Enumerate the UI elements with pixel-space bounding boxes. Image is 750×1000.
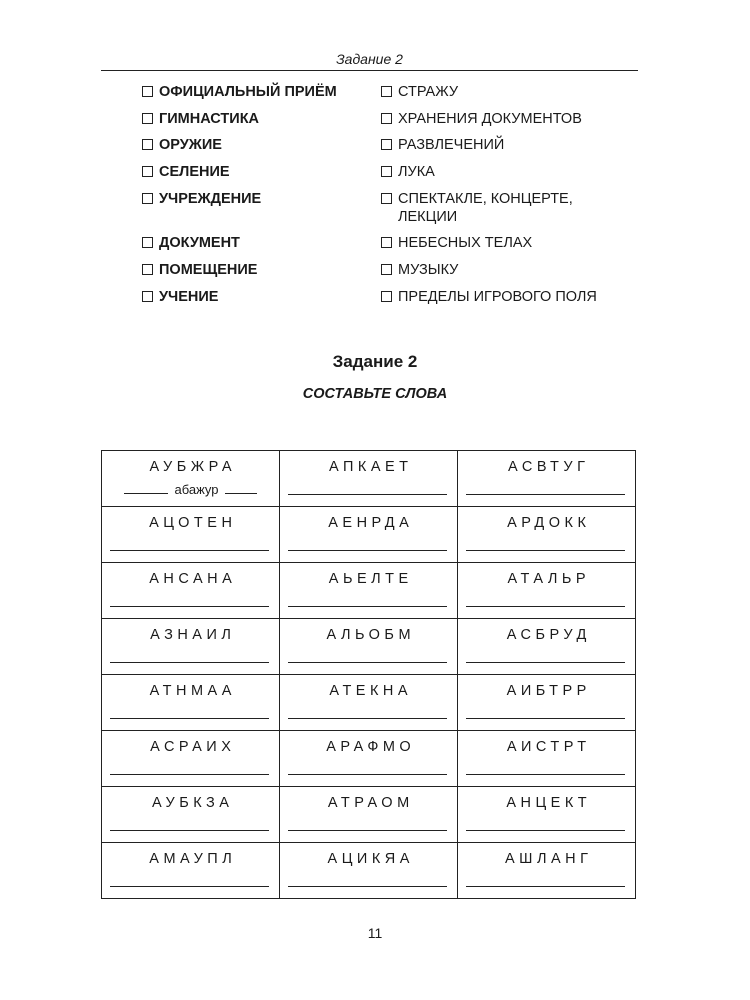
- answer-line[interactable]: [288, 774, 447, 775]
- scrambled-letters: АСРАИХ: [150, 739, 236, 755]
- checkbox[interactable]: [142, 113, 153, 124]
- scrambled-letters: АСВТУГ: [508, 459, 590, 475]
- match-item[interactable]: [381, 288, 641, 306]
- scrambled-letters: АТРАОМ: [327, 795, 414, 811]
- match-item[interactable]: [381, 110, 641, 128]
- example-word: абажур: [174, 482, 219, 497]
- answer-line[interactable]: [466, 606, 625, 607]
- answer-line[interactable]: [288, 662, 447, 663]
- checkbox[interactable]: [142, 139, 153, 150]
- match-item-label: ОФИЦИАЛЬНЫЙ ПРИЁМ: [159, 84, 337, 100]
- scrambled-letters: АЬЕЛТЕ: [328, 571, 413, 587]
- match-item[interactable]: [142, 234, 372, 252]
- puzzle-cell: [102, 787, 280, 843]
- answer-line: [225, 493, 257, 494]
- answer-line[interactable]: [288, 718, 447, 719]
- puzzle-cell: [458, 507, 636, 563]
- puzzle-cell: [280, 731, 458, 787]
- checkbox[interactable]: [142, 86, 153, 97]
- match-item-label: СЕЛЕНИЕ: [159, 164, 230, 181]
- match-item[interactable]: [142, 163, 372, 181]
- puzzle-cell: [102, 451, 280, 507]
- scrambled-letters: АРДОКК: [507, 515, 591, 531]
- puzzle-cell: [280, 675, 458, 731]
- table-row: [102, 507, 636, 563]
- scrambled-letters: АТАЛЬР: [507, 571, 591, 587]
- scrambled-letters: АУБЖРА: [149, 459, 237, 475]
- puzzle-cell: [280, 451, 458, 507]
- answer-line[interactable]: [110, 774, 269, 775]
- checkbox[interactable]: [142, 193, 153, 204]
- answer-line[interactable]: [110, 550, 269, 551]
- table-row: [102, 451, 636, 507]
- match-item[interactable]: [142, 110, 372, 128]
- table-row: [102, 563, 636, 619]
- answer-line[interactable]: [288, 494, 447, 495]
- match-item-label: СТРАЖУ: [398, 84, 459, 100]
- answer-line[interactable]: [288, 830, 447, 831]
- checkbox[interactable]: [381, 193, 392, 204]
- match-item-label: ЛУКА: [398, 164, 435, 181]
- answer-line[interactable]: [466, 886, 625, 887]
- answer-line[interactable]: [110, 606, 269, 607]
- table-row: [102, 843, 636, 899]
- word-puzzle-table: [101, 450, 636, 899]
- checkbox[interactable]: [381, 113, 392, 124]
- puzzle-cell: [102, 675, 280, 731]
- match-item-label: ГИМНАСТИКА: [159, 110, 260, 127]
- puzzle-cell: [280, 787, 458, 843]
- answer-line[interactable]: [466, 718, 625, 719]
- answer-line[interactable]: [110, 830, 269, 831]
- match-item-label: НЕБЕСНЫХ ТЕЛАХ: [398, 235, 533, 252]
- scrambled-letters: АЛЬОБМ: [326, 627, 416, 643]
- scrambled-letters: АЗНАИЛ: [150, 627, 236, 643]
- match-item[interactable]: [381, 83, 641, 101]
- puzzle-cell: [458, 787, 636, 843]
- checkbox[interactable]: [142, 237, 153, 248]
- puzzle-cell: [102, 731, 280, 787]
- checkbox[interactable]: [381, 166, 392, 177]
- answer-line[interactable]: [288, 886, 447, 887]
- matching-right-column: [381, 83, 641, 315]
- match-item-line: ЛЕКЦИИ: [398, 208, 458, 225]
- answer-line[interactable]: [110, 718, 269, 719]
- puzzle-cell: [280, 619, 458, 675]
- answer-line: [124, 493, 168, 494]
- puzzle-cell: [458, 843, 636, 899]
- match-item-label: ДОКУМЕНТ: [159, 235, 240, 252]
- answer-line[interactable]: [466, 494, 625, 495]
- page-number: 11: [367, 925, 383, 941]
- puzzle-cell: [102, 563, 280, 619]
- match-item-label: ОРУЖИЕ: [159, 137, 222, 154]
- match-item-label: РАЗВЛЕЧЕНИЙ: [398, 137, 505, 154]
- match-item[interactable]: [142, 190, 372, 208]
- puzzle-cell: [102, 843, 280, 899]
- answer-line[interactable]: [288, 550, 447, 551]
- scrambled-letters: АУБКЗА: [152, 795, 234, 811]
- table-row: [102, 787, 636, 843]
- scrambled-letters: АНЦЕКТ: [506, 795, 592, 811]
- puzzle-cell: [458, 451, 636, 507]
- match-item[interactable]: [381, 234, 641, 252]
- answer-line[interactable]: [466, 662, 625, 663]
- match-item[interactable]: [142, 261, 372, 279]
- puzzle-cell: [280, 563, 458, 619]
- match-item[interactable]: [381, 136, 641, 154]
- table-row: [102, 619, 636, 675]
- puzzle-cell: [458, 675, 636, 731]
- task-subtitle: СОСТАВЬТЕ СЛОВА: [302, 386, 448, 402]
- match-item[interactable]: [142, 136, 372, 154]
- match-item[interactable]: [381, 261, 641, 279]
- scrambled-letters: АЕНРДА: [328, 515, 414, 531]
- checkbox[interactable]: [381, 237, 392, 248]
- checkbox[interactable]: [142, 264, 153, 275]
- checkbox[interactable]: [142, 166, 153, 177]
- answer-line[interactable]: [466, 774, 625, 775]
- scrambled-letters: АТЕКНА: [329, 683, 413, 699]
- example-answer: [102, 482, 279, 497]
- match-item-label: УЧЕНИЕ: [159, 288, 219, 305]
- match-item-label: МУЗЫКУ: [398, 262, 459, 279]
- match-item-label: ПРЕДЕЛЫ ИГРОВОГО ПОЛЯ: [398, 288, 597, 305]
- answer-line[interactable]: [288, 606, 447, 607]
- scrambled-letters: АСБРУД: [506, 627, 591, 643]
- scrambled-letters: АЦОТЕН: [149, 515, 237, 531]
- checkbox[interactable]: [142, 291, 153, 302]
- checkbox[interactable]: [381, 264, 392, 275]
- running-header: Задание 2: [336, 51, 403, 67]
- puzzle-cell: [458, 619, 636, 675]
- checkbox[interactable]: [381, 291, 392, 302]
- task-title: Задание 2: [332, 352, 418, 371]
- checkbox[interactable]: [381, 139, 392, 150]
- scrambled-letters: АРАФМО: [326, 739, 416, 755]
- puzzle-cell: [102, 619, 280, 675]
- scrambled-letters: АМАУПЛ: [149, 851, 237, 867]
- match-item[interactable]: [381, 163, 641, 181]
- scrambled-letters: АИБТРР: [506, 683, 591, 699]
- match-item-label: ПОМЕЩЕНИЕ: [159, 262, 258, 279]
- table-row: [102, 731, 636, 787]
- scrambled-letters: АИСТРТ: [506, 739, 591, 755]
- match-item-label: [398, 190, 573, 226]
- checkbox[interactable]: [381, 86, 392, 97]
- puzzle-cell: [458, 563, 636, 619]
- puzzle-cell: [280, 843, 458, 899]
- scrambled-letters: АПКАЕТ: [328, 459, 413, 475]
- answer-line[interactable]: [466, 830, 625, 831]
- match-item[interactable]: [142, 83, 372, 101]
- scrambled-letters: АНСАНА: [149, 571, 237, 587]
- match-item-line: СПЕКТАКЛЕ, КОНЦЕРТЕ,: [398, 190, 573, 207]
- spacer: [142, 216, 372, 234]
- matching-left-column: [142, 83, 372, 315]
- scrambled-letters: АЦИКЯА: [327, 851, 414, 867]
- puzzle-cell: [458, 731, 636, 787]
- puzzle-cell: [102, 507, 280, 563]
- table-row: [102, 675, 636, 731]
- match-item[interactable]: [142, 288, 372, 306]
- match-item[interactable]: [381, 190, 641, 226]
- answer-line[interactable]: [110, 886, 269, 887]
- header-rule: [101, 70, 638, 71]
- scrambled-letters: АШЛАНГ: [505, 851, 593, 867]
- scrambled-letters: АТНМАА: [149, 683, 236, 699]
- answer-line[interactable]: [110, 662, 269, 663]
- puzzle-cell: [280, 507, 458, 563]
- match-item-label: ХРАНЕНИЯ ДОКУМЕНТОВ: [398, 110, 582, 127]
- match-item-label: УЧРЕЖДЕНИЕ: [159, 190, 262, 207]
- answer-line[interactable]: [466, 550, 625, 551]
